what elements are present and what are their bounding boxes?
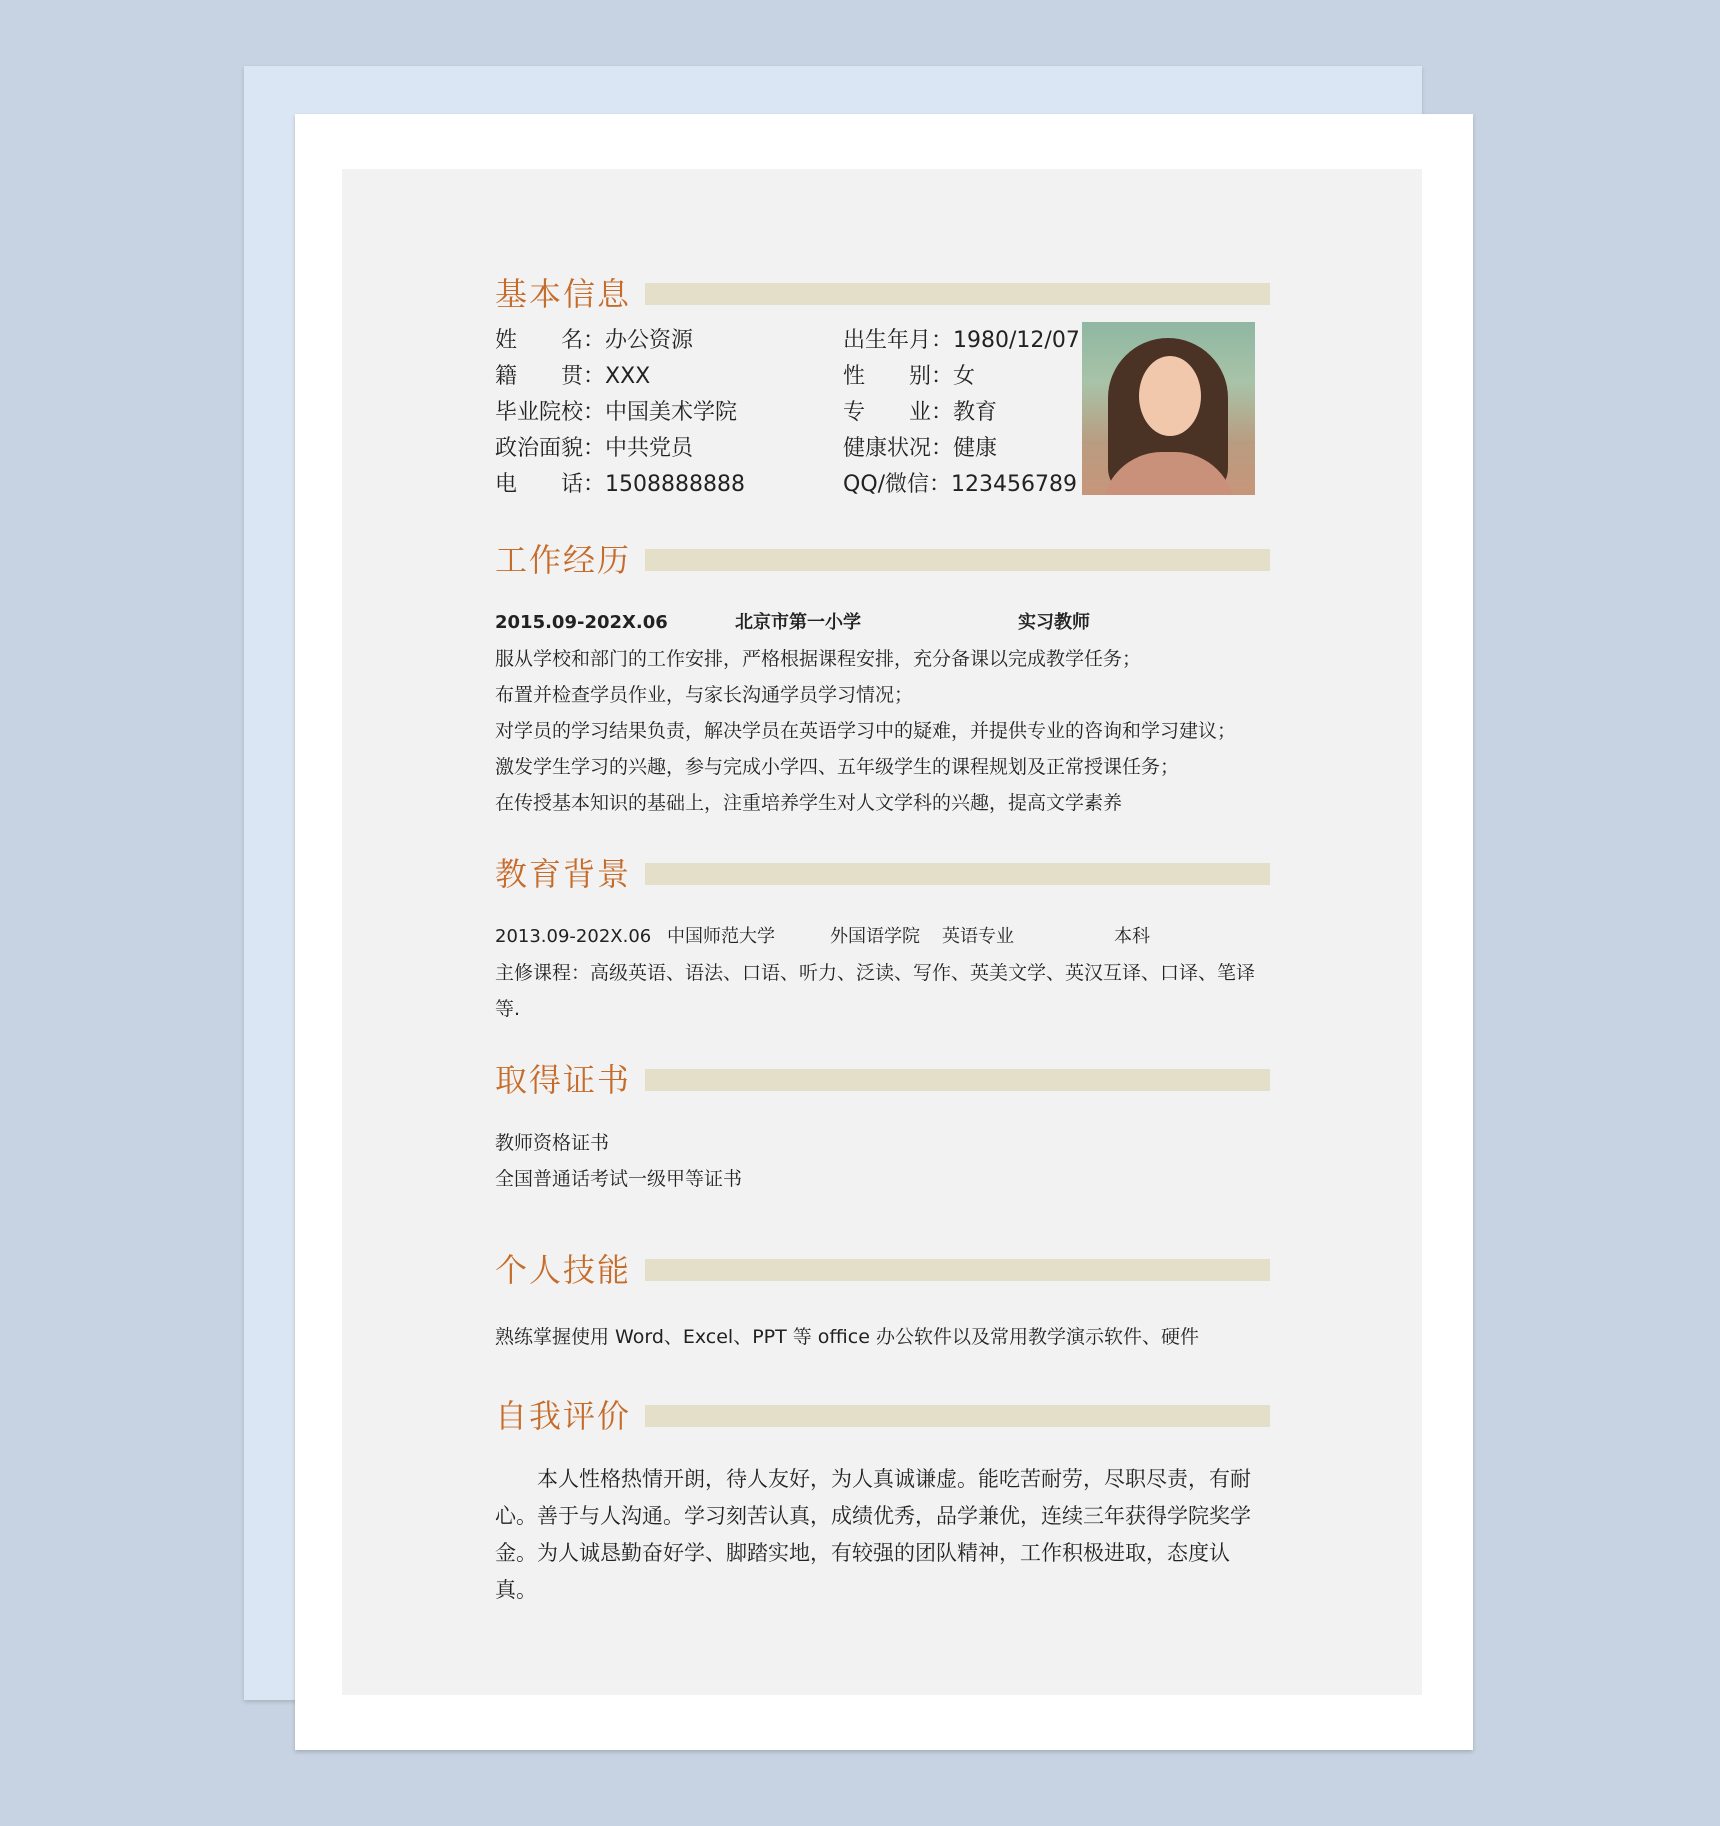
info-value: 女 [953, 364, 976, 389]
edu-school: 中国师范大学 [667, 926, 775, 947]
info-gender [843, 359, 975, 395]
info-political [495, 431, 693, 467]
job-duty: 对学员的学习结果负责，解决学员在英语学习中的疑难，并提供专业的咨询和学习建议； [495, 720, 1237, 742]
section-skills [495, 1245, 1270, 1293]
info-value: 中国美术学院 [605, 400, 738, 425]
self-evaluation-line: 心。善于与人沟通。学习刻苦认真，成绩优秀，品学兼优，连续三年获得学院奖学 [495, 1504, 1251, 1528]
info-value: 办公资源 [605, 328, 694, 353]
section-work [495, 535, 1270, 583]
section-basic-info [495, 269, 1270, 317]
job-header [495, 605, 1270, 641]
section-divider-bar [645, 1259, 1270, 1281]
job-period: 2015.09-202X.06 [495, 612, 668, 633]
job-duty: 服从学校和部门的工作安排，严格根据课程安排，充分备课以完成教学任务； [495, 648, 1142, 670]
section-title: 个人技能 [495, 1251, 632, 1289]
section-certificates [495, 1055, 1270, 1103]
section-title: 工作经历 [495, 541, 632, 579]
self-evaluation-line: 金。为人诚恳勤奋好学、脚踏实地，有较强的团队精神，工作积极进取，态度认真。 [495, 1541, 1230, 1602]
info-hometown [495, 359, 650, 395]
skills-text: 熟练掌握使用 Word、Excel、PPT 等 office 办公软件以及常用教学演示软件、硬件 [495, 1326, 1199, 1348]
info-label: 毕业院校： [495, 400, 606, 425]
profile-photo [1082, 322, 1255, 495]
job-duty: 在传授基本知识的基础上，注重培养学生对人文学科的兴趣，提高文学素养 [495, 792, 1123, 814]
info-label: 性 别： [843, 364, 954, 389]
info-label: 出生年月： [843, 328, 954, 353]
section-title: 自我评价 [495, 1397, 632, 1435]
info-label: 健康状况： [843, 436, 954, 461]
resume-sheet [295, 114, 1473, 1750]
section-title: 基本信息 [495, 275, 632, 313]
edu-college: 外国语学院 [830, 926, 920, 947]
info-qq [843, 467, 1077, 503]
info-label: 姓 名： [495, 328, 606, 353]
section-self-evaluation [495, 1391, 1270, 1439]
job-duty: 布置并检查学员作业，与家长沟通学员学习情况； [495, 684, 914, 706]
section-divider-bar [645, 1069, 1270, 1091]
job-duty: 激发学生学习的兴趣，参与完成小学四、五年级学生的课程规划及正常授课任务； [495, 756, 1180, 778]
section-education [495, 849, 1270, 897]
work-entry [495, 605, 1270, 821]
info-major [843, 395, 997, 431]
info-name [495, 323, 693, 359]
edu-courses-cont: 等. [495, 998, 521, 1020]
section-divider-bar [645, 549, 1270, 571]
section-title: 教育背景 [495, 855, 632, 893]
info-label: QQ/微信： [843, 472, 952, 497]
info-health [843, 431, 997, 467]
info-value: 1980/12/07 [953, 328, 1080, 353]
info-value: 123456789 [951, 472, 1078, 497]
education-header [495, 919, 1270, 955]
info-birth [843, 323, 1080, 359]
info-school [495, 395, 737, 431]
resume-panel [342, 169, 1422, 1695]
certificate-list [495, 1125, 1270, 1197]
info-label: 电 话： [495, 472, 606, 497]
job-position: 实习教师 [1018, 612, 1090, 633]
job-company: 北京市第一小学 [735, 612, 861, 633]
section-divider-bar [645, 1405, 1270, 1427]
info-value: XXX [605, 364, 651, 389]
edu-courses: 主修课程：高级英语、语法、口语、听力、泛读、写作、英美文学、英汉互译、口译、笔译 [495, 962, 1256, 984]
info-label: 政治面貌： [495, 436, 606, 461]
section-title: 取得证书 [495, 1061, 632, 1099]
edu-period: 2013.09-202X.06 [495, 926, 652, 947]
resume-content [495, 269, 1270, 1609]
skills-content [495, 1319, 1270, 1355]
self-evaluation-line: 本人性格热情开朗，待人友好，为人真诚谦虚。能吃苦耐劳，尽职尽责，有耐 [495, 1467, 1251, 1491]
info-label: 专 业： [843, 400, 954, 425]
basic-info-grid [495, 319, 1270, 529]
edu-major: 英语专业 [942, 926, 1014, 947]
education-entry [495, 919, 1270, 1027]
section-divider-bar [645, 863, 1270, 885]
info-value: 教育 [953, 400, 998, 425]
certificate-item: 教师资格证书 [495, 1132, 610, 1154]
certificate-item: 全国普通话考试一级甲等证书 [495, 1168, 743, 1190]
info-phone [495, 467, 745, 503]
info-value: 1508888888 [605, 472, 745, 497]
self-evaluation-content [495, 1461, 1270, 1609]
info-value: 健康 [953, 436, 998, 461]
section-divider-bar [645, 283, 1270, 305]
info-label: 籍 贯： [495, 364, 606, 389]
info-value: 中共党员 [605, 436, 694, 461]
edu-degree: 本科 [1114, 926, 1150, 947]
